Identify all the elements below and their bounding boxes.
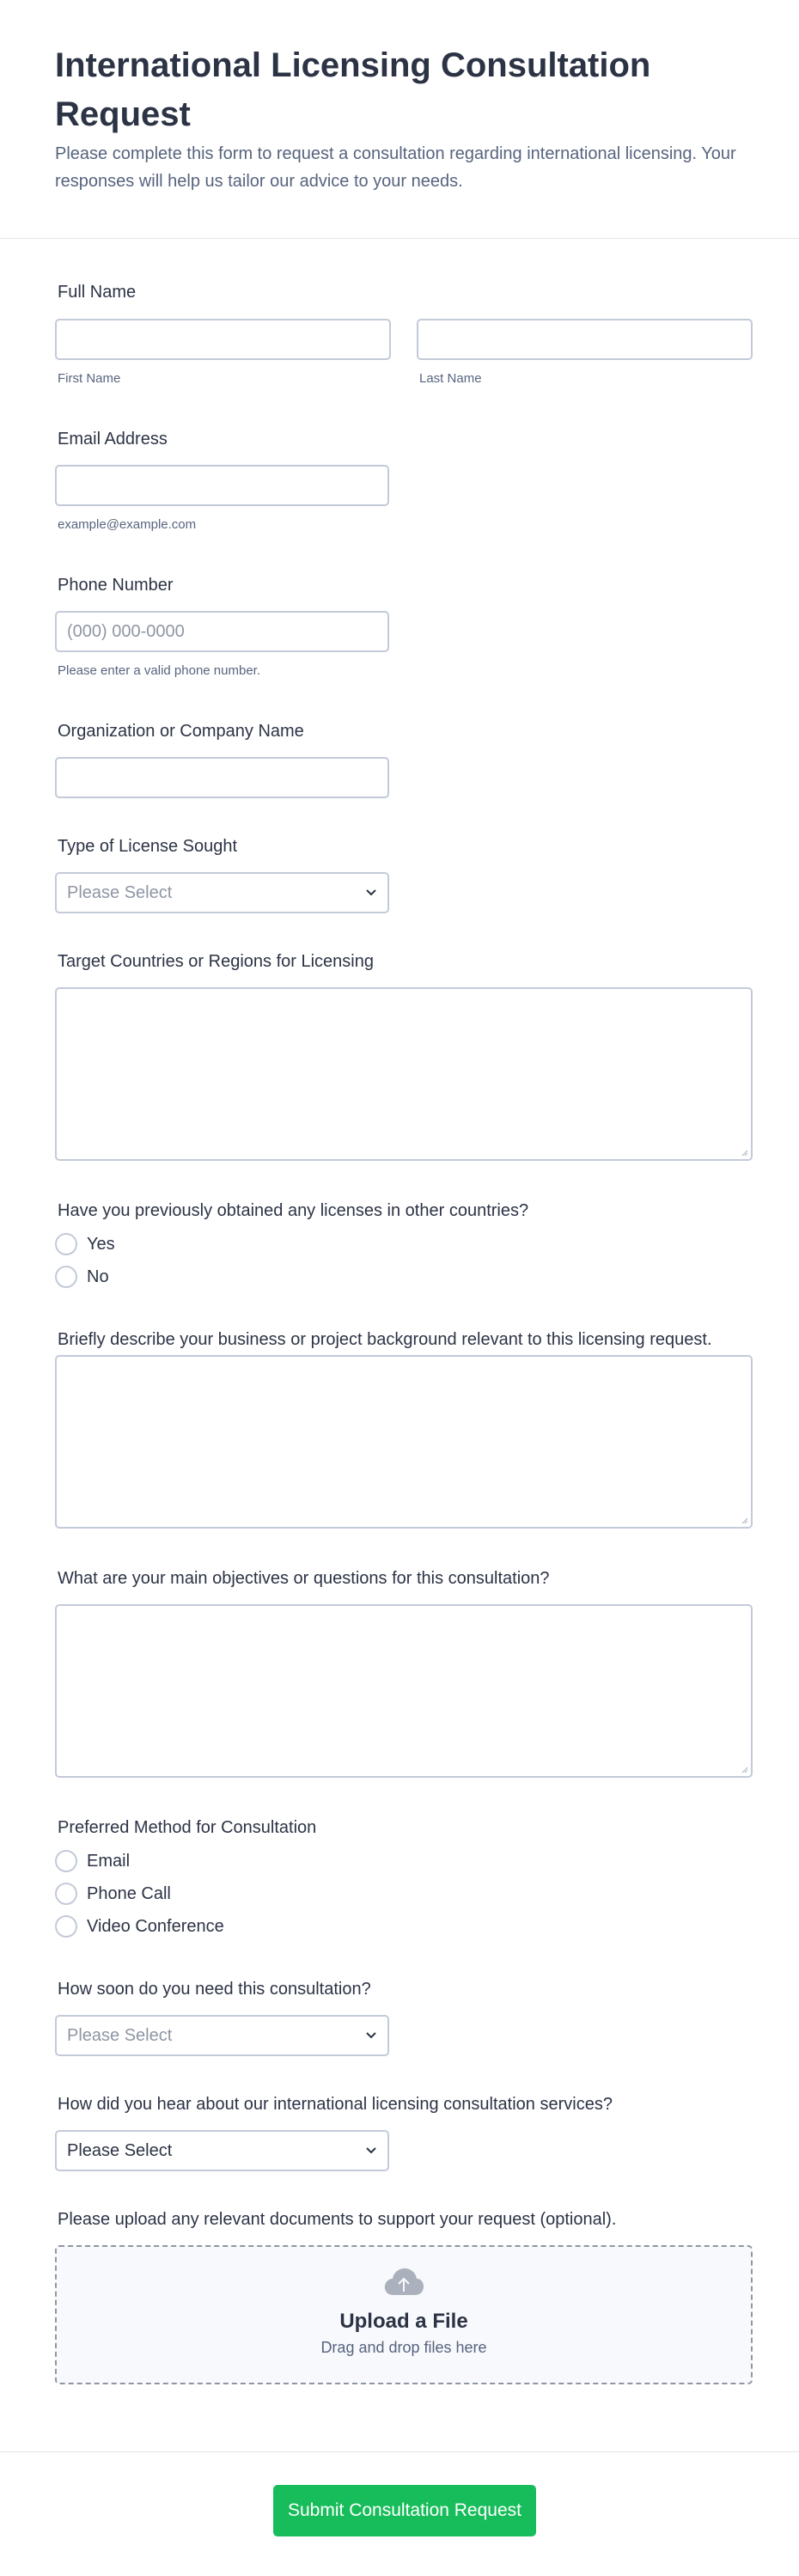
email-field xyxy=(55,427,744,534)
license-type-field xyxy=(55,834,744,913)
target-countries-label: Target Countries or Regions for Licensing xyxy=(58,952,374,971)
upload-label: Please upload any relevant documents to support your request (optional). xyxy=(58,2210,617,2229)
phone-input[interactable]: (000) 000-0000 xyxy=(55,611,389,652)
full-name-field xyxy=(55,280,744,388)
organization-input[interactable] xyxy=(55,757,389,798)
previous-licenses-field xyxy=(55,1199,744,1293)
radio-label: Phone Call xyxy=(87,1883,171,1903)
email-label: Email Address xyxy=(58,430,168,449)
form-footer xyxy=(0,2451,799,2576)
radio-circle[interactable] xyxy=(55,1915,77,1938)
previous-licenses-label: Have you previously obtained any licenses in other countries? xyxy=(58,1201,529,1220)
radio-option-email[interactable] xyxy=(55,1845,744,1877)
upload-title: Upload a File xyxy=(339,2310,468,2333)
radio-circle[interactable] xyxy=(55,1233,77,1255)
referral-value: Please Select xyxy=(67,2141,173,2160)
radio-label: Email xyxy=(87,1851,131,1871)
objectives-field xyxy=(55,1566,744,1778)
radio-option-video-conference[interactable] xyxy=(55,1910,744,1943)
phone-field xyxy=(55,573,744,680)
method-label: Preferred Method for Consultation xyxy=(58,1818,317,1837)
referral-label: How did you hear about our international licensing consultation services? xyxy=(58,2095,613,2114)
last-name-input[interactable] xyxy=(417,319,753,360)
page-title: International Licensing Consultation Request xyxy=(55,46,651,133)
license-type-select[interactable] xyxy=(55,872,389,913)
full-name-label: Full Name xyxy=(58,283,137,302)
email-sublabel: example@example.com xyxy=(58,517,197,532)
timeline-value: Please Select xyxy=(67,2026,173,2045)
objectives-label: What are your main objectives or questions for this consultation? xyxy=(58,1569,550,1588)
radio-label: Yes xyxy=(87,1234,115,1254)
target-countries-field xyxy=(55,949,744,1161)
radio-option-yes[interactable] xyxy=(55,1228,744,1261)
upload-subtitle: Drag and drop files here xyxy=(320,2339,487,2356)
phone-sublabel: Please enter a valid phone number. xyxy=(58,663,260,678)
radio-circle[interactable] xyxy=(55,1850,77,1872)
referral-field xyxy=(55,2092,744,2171)
resize-grip-icon[interactable] xyxy=(740,1148,748,1157)
resize-grip-icon[interactable] xyxy=(740,1516,748,1524)
background-textarea[interactable] xyxy=(55,1355,753,1529)
first-name-sublabel: First Name xyxy=(58,371,121,386)
radio-label: No xyxy=(87,1267,109,1286)
form-body xyxy=(0,280,799,2384)
file-upload-dropzone[interactable] xyxy=(55,2245,753,2384)
referral-select[interactable] xyxy=(55,2130,389,2171)
license-type-value: Please Select xyxy=(67,883,173,902)
timeline-label: How soon do you need this consultation? xyxy=(58,1980,371,1999)
background-label: Briefly describe your business or project background relevant to this licensing request. xyxy=(58,1330,712,1349)
radio-circle[interactable] xyxy=(55,1883,77,1905)
cloud-upload-icon xyxy=(382,2266,425,2298)
method-field xyxy=(55,1816,744,1943)
target-countries-textarea[interactable] xyxy=(55,987,753,1161)
last-name-sublabel: Last Name xyxy=(419,371,482,386)
radio-label: Video Conference xyxy=(87,1916,224,1936)
objectives-textarea[interactable] xyxy=(55,1604,753,1778)
page-subtitle: Please complete this form to request a consultation regarding international licensing. Your responses will help us tailor our advice to your needs. xyxy=(55,144,736,191)
timeline-select[interactable] xyxy=(55,2015,389,2056)
form-header xyxy=(0,0,799,239)
radio-circle[interactable] xyxy=(55,1266,77,1288)
phone-label: Phone Number xyxy=(58,576,174,595)
submit-button[interactable]: Submit Consultation Request xyxy=(273,2485,536,2536)
timeline-field xyxy=(55,1977,744,2056)
radio-option-no[interactable] xyxy=(55,1261,744,1293)
resize-grip-icon[interactable] xyxy=(740,1765,748,1773)
background-field xyxy=(55,1328,744,1529)
organization-label: Organization or Company Name xyxy=(58,722,304,741)
upload-field xyxy=(55,2207,744,2384)
license-type-label: Type of License Sought xyxy=(58,837,238,856)
email-input[interactable] xyxy=(55,465,389,506)
chevron-down-icon xyxy=(365,2144,377,2156)
first-name-input[interactable] xyxy=(55,319,391,360)
chevron-down-icon xyxy=(365,886,377,898)
radio-option-phone-call[interactable] xyxy=(55,1877,744,1910)
organization-field xyxy=(55,719,744,798)
chevron-down-icon xyxy=(365,2029,377,2041)
